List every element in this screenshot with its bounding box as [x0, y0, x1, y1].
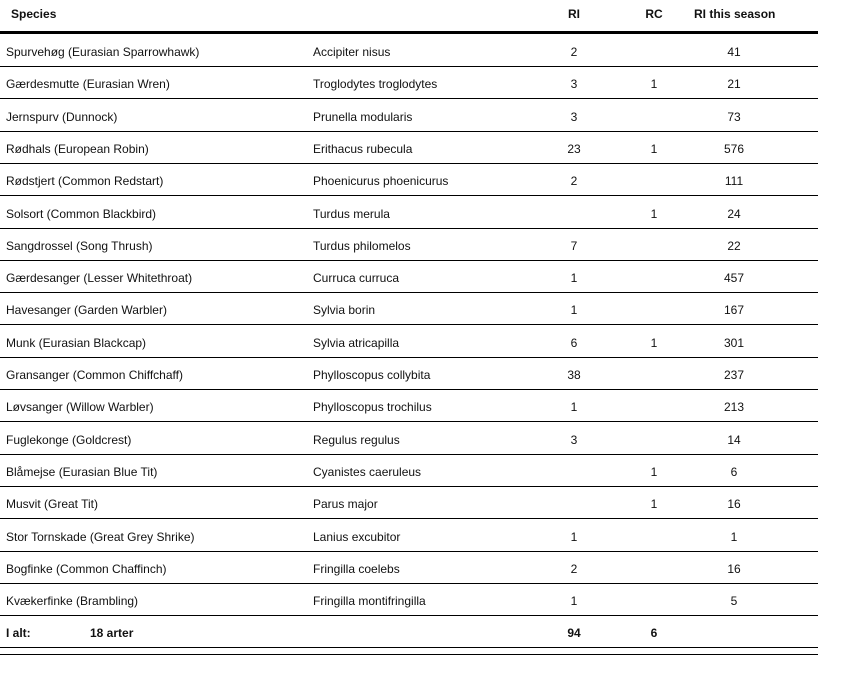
table-row [0, 228, 818, 261]
ri-value: 1 [570, 594, 578, 609]
species-name: Havesanger (Garden Warbler) [6, 303, 167, 318]
species-name: Gransanger (Common Chiffchaff) [6, 368, 183, 382]
species-name: Gærdesmutte (Eurasian Wren) [6, 77, 170, 92]
total-rc: 6 [650, 626, 658, 641]
table-row [0, 519, 818, 552]
species-name: Løvsanger (Willow Warbler) [6, 400, 154, 415]
rc-value: 1 [650, 206, 658, 221]
ri-season-value: 6 [730, 464, 738, 479]
table-row [0, 66, 818, 99]
ri-value: 1 [570, 271, 578, 286]
species-name: Jernspurv (Dunnock) [6, 109, 118, 124]
latin-name: Fringilla coelebs [313, 561, 400, 576]
species-name: Sangdrossel (Song Thrush) [6, 238, 153, 253]
latin-name: Erithacus rubecula [313, 141, 413, 156]
species-name: Rødhals (European Robin) [6, 141, 149, 156]
ri-season-value: 237 [723, 368, 745, 382]
ri-value: 3 [570, 432, 578, 447]
total-species-count: 18 arter [90, 626, 134, 641]
latin-name: Accipiter nisus [313, 45, 391, 59]
ri-season-value: 457 [723, 271, 745, 286]
table-row [0, 292, 818, 325]
latin-name: Sylvia borin [313, 303, 376, 318]
latin-name: Phylloscopus collybita [313, 368, 431, 382]
latin-name: Troglodytes troglodytes [313, 77, 438, 92]
latin-name: Prunella modularis [313, 109, 413, 124]
ri-season-value: 16 [727, 561, 741, 576]
ri-value: 6 [570, 335, 578, 350]
table-row [0, 389, 818, 422]
ri-season-value: 41 [727, 45, 741, 59]
ri-value: 38 [567, 368, 581, 382]
ri-value: 1 [570, 529, 578, 544]
total-row [0, 615, 818, 648]
footer-divider [0, 654, 818, 655]
header-ri-this-season: RI this season [694, 7, 776, 21]
latin-name: Parus major [313, 497, 378, 512]
table-row [0, 486, 818, 519]
species-name: Rødstjert (Common Redstart) [6, 174, 164, 189]
rc-value: 1 [650, 464, 658, 479]
total-label: I alt: [6, 626, 31, 641]
latin-name: Curruca curruca [313, 271, 400, 286]
ri-season-value: 111 [724, 174, 744, 189]
latin-name: Regulus regulus [313, 432, 400, 447]
latin-name: Lanius excubitor [313, 529, 401, 544]
table-row [0, 196, 818, 229]
latin-name: Phoenicurus phoenicurus [313, 174, 449, 189]
table-row [0, 260, 818, 293]
table-row [0, 325, 818, 358]
ri-value: 2 [570, 174, 578, 189]
species-name: Solsort (Common Blackbird) [6, 206, 157, 221]
species-name: Bogfinke (Common Chaffinch) [6, 561, 167, 576]
ri-season-value: 301 [723, 335, 745, 350]
ri-season-value: 24 [727, 206, 741, 221]
ri-value: 1 [570, 303, 578, 318]
species-name: Munk (Eurasian Blackcap) [6, 335, 147, 350]
ri-season-value: 14 [727, 432, 741, 447]
species-name: Blåmejse (Eurasian Blue Tit) [6, 464, 158, 479]
table-row [0, 357, 818, 390]
latin-name: Fringilla montifringilla [313, 594, 426, 609]
rc-value: 1 [650, 335, 658, 350]
total-ri: 94 [567, 626, 581, 641]
ri-value: 7 [570, 238, 578, 253]
latin-name: Phylloscopus trochilus [313, 400, 432, 415]
table-row [0, 163, 818, 196]
latin-name: Turdus philomelos [313, 238, 411, 253]
header-ri: RI [568, 7, 580, 21]
rc-value: 1 [650, 77, 658, 92]
ri-season-value: 167 [723, 303, 745, 318]
ri-season-value: 22 [727, 238, 741, 253]
table-row [0, 551, 818, 584]
header-rc: RC [645, 7, 663, 21]
table-row [0, 34, 818, 67]
ri-value: 3 [570, 109, 578, 124]
ri-value: 1 [570, 400, 578, 415]
ri-value: 2 [570, 45, 578, 59]
table-row [0, 583, 818, 616]
header-species: Species [11, 7, 57, 21]
ri-season-value: 21 [727, 77, 741, 92]
ri-season-value: 576 [723, 141, 745, 156]
ri-season-value: 5 [730, 594, 738, 609]
ri-season-value: 213 [723, 400, 745, 415]
latin-name: Turdus merula [313, 206, 390, 221]
rc-value: 1 [650, 497, 658, 512]
table-row [0, 454, 818, 487]
table-row [0, 99, 818, 132]
latin-name: Sylvia atricapilla [313, 335, 400, 350]
latin-name: Cyanistes caeruleus [313, 464, 422, 479]
species-name: Spurvehøg (Eurasian Sparrowhawk) [6, 45, 200, 59]
table-header [0, 0, 818, 30]
table-row [0, 131, 818, 164]
ri-season-value: 16 [727, 497, 741, 512]
rc-value: 1 [650, 141, 658, 156]
ri-season-value: 1 [730, 529, 738, 544]
species-name: Stor Tornskade (Great Grey Shrike) [6, 529, 195, 544]
ri-season-value: 73 [727, 109, 741, 124]
ri-value: 3 [570, 77, 578, 92]
species-name: Fuglekonge (Goldcrest) [6, 432, 132, 447]
species-name: Kvækerfinke (Brambling) [6, 594, 139, 609]
ri-value: 2 [570, 561, 578, 576]
species-name: Musvit (Great Tit) [6, 497, 99, 512]
species-name: Gærdesanger (Lesser Whitethroat) [6, 271, 193, 286]
ri-value: 23 [567, 141, 581, 156]
table-row [0, 422, 818, 455]
